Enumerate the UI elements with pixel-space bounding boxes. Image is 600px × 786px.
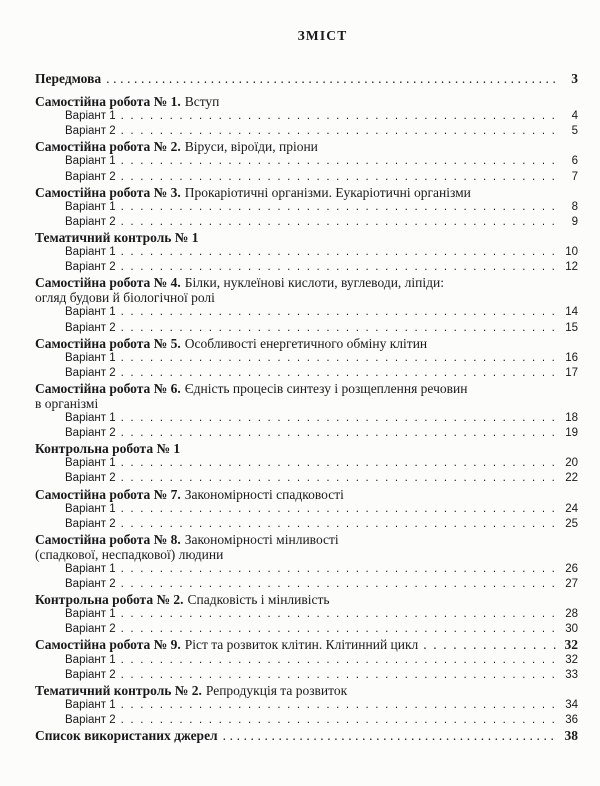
toc-variant-label: Варіант 2 bbox=[65, 668, 116, 681]
page-number: 36 bbox=[565, 713, 578, 726]
dot-leader bbox=[101, 71, 557, 86]
toc-heading-title: Закономірності спадковості bbox=[184, 486, 344, 502]
page-number: 12 bbox=[565, 261, 578, 274]
toc-variant-row bbox=[35, 562, 578, 577]
dot-leader bbox=[116, 698, 557, 713]
toc-heading-row bbox=[35, 592, 578, 607]
dot-leader bbox=[116, 366, 557, 381]
toc-variant-row bbox=[35, 698, 578, 713]
page-number: 30 bbox=[565, 623, 578, 636]
toc-heading-label: Тематичний контроль № 1 bbox=[35, 229, 199, 245]
toc-heading-row bbox=[35, 683, 578, 698]
toc-variant-row bbox=[35, 109, 578, 124]
dot-leader bbox=[116, 502, 557, 517]
toc-heading-title: Репродукція та розвиток bbox=[205, 682, 348, 698]
toc-heading-title: Ріст та розвиток клітин. Клітинний цикл bbox=[184, 637, 419, 653]
toc-heading-row bbox=[35, 441, 578, 456]
toc-variant-label: Варіант 2 bbox=[65, 713, 116, 726]
toc-heading-label: Самостійна робота № 7. bbox=[35, 486, 181, 502]
toc-heading-row bbox=[35, 637, 578, 652]
toc-variant-label: Варіант 2 bbox=[65, 623, 116, 636]
page-number: 25 bbox=[565, 517, 578, 530]
dot-leader bbox=[116, 607, 557, 622]
toc-heading-label: Самостійна робота № 3. bbox=[35, 184, 181, 200]
dot-leader bbox=[116, 562, 557, 577]
toc-list bbox=[35, 71, 578, 743]
toc-variant-row bbox=[35, 426, 578, 441]
dot-leader bbox=[116, 321, 557, 336]
toc-variant-label: Варіант 1 bbox=[65, 306, 116, 319]
toc-heading-label: Самостійна робота № 2. bbox=[35, 139, 181, 155]
dot-leader bbox=[116, 577, 557, 592]
dot-leader bbox=[116, 109, 557, 124]
toc-variant-label: Варіант 2 bbox=[65, 427, 116, 440]
toc-variant-label: Варіант 1 bbox=[65, 412, 116, 425]
dot-leader bbox=[116, 653, 557, 668]
toc-variant-row bbox=[35, 366, 578, 381]
page-number: 17 bbox=[565, 366, 578, 379]
dot-leader bbox=[116, 305, 557, 320]
dot-leader bbox=[116, 411, 557, 426]
toc-variant-label: Варіант 2 bbox=[65, 321, 116, 334]
toc-variant-label: Варіант 1 bbox=[65, 351, 116, 364]
toc-heading-title: Віруси, віроїди, пріони bbox=[184, 139, 318, 155]
page-number: 8 bbox=[571, 200, 578, 213]
toc-heading-label: Самостійна робота № 4. bbox=[35, 275, 181, 291]
toc-variant-row bbox=[35, 305, 578, 320]
toc-variant-label: Варіант 2 bbox=[65, 261, 116, 274]
toc-variant-label: Варіант 1 bbox=[65, 563, 116, 575]
toc-variant-row bbox=[35, 200, 578, 215]
toc-variant-label: Варіант 2 bbox=[65, 472, 116, 485]
toc-variant-label: Варіант 2 bbox=[65, 578, 116, 591]
toc-variant-row bbox=[35, 713, 578, 728]
dot-leader bbox=[218, 728, 557, 743]
page-number: 20 bbox=[565, 457, 578, 470]
toc-heading-label: Контрольна робота № 1 bbox=[35, 441, 181, 457]
toc-heading-title: Спадковість і мінливість bbox=[187, 592, 330, 608]
toc-heading-row bbox=[35, 487, 578, 502]
page-number: 27 bbox=[565, 578, 578, 591]
toc-variant-label: Варіант 1 bbox=[65, 457, 116, 470]
toc-heading-label: Самостійна робота № 8. bbox=[35, 531, 181, 547]
toc-variant-label: Варіант 1 bbox=[65, 246, 116, 259]
toc-variant-row bbox=[35, 517, 578, 532]
dot-leader bbox=[116, 260, 557, 275]
toc-heading-label: Самостійна робота № 6. bbox=[35, 380, 181, 396]
page-number: 5 bbox=[571, 125, 578, 138]
toc-variant-row bbox=[35, 653, 578, 668]
toc-variant-row bbox=[35, 622, 578, 637]
toc-heading-row bbox=[35, 139, 578, 154]
toc-variant-row bbox=[35, 607, 578, 622]
toc-variant-row bbox=[35, 502, 578, 517]
toc-heading-row bbox=[35, 230, 578, 245]
toc-heading-row bbox=[35, 381, 578, 396]
toc-variant-row bbox=[35, 577, 578, 592]
toc-heading-label: Самостійна робота № 1. bbox=[35, 94, 181, 110]
toc-heading-row bbox=[35, 185, 578, 200]
toc-heading-row bbox=[35, 532, 578, 547]
dot-leader bbox=[116, 124, 557, 139]
toc-variant-label: Варіант 2 bbox=[65, 215, 116, 228]
toc-continuation-line: огляд будови й біологічної ролі bbox=[35, 290, 215, 306]
page-number: 4 bbox=[571, 110, 578, 123]
toc-heading-row bbox=[35, 275, 578, 290]
toc-variant-row bbox=[35, 321, 578, 336]
toc-heading-row bbox=[35, 728, 578, 743]
page-number: 7 bbox=[571, 170, 578, 183]
page-number: 34 bbox=[565, 698, 578, 711]
toc-heading-row bbox=[35, 336, 578, 351]
toc-variant-row bbox=[35, 411, 578, 426]
toc-variant-row bbox=[35, 215, 578, 230]
page-number: 10 bbox=[565, 246, 578, 259]
page-number: 38 bbox=[564, 728, 578, 744]
toc-heading-label: Самостійна робота № 9. bbox=[35, 637, 181, 653]
page-number: 33 bbox=[565, 668, 578, 681]
dot-leader bbox=[116, 517, 557, 532]
toc-heading-title: Особливості енергетичного обміну клітин bbox=[184, 335, 428, 351]
page-number: 28 bbox=[565, 608, 578, 621]
page-number: 32 bbox=[565, 653, 578, 666]
dot-leader bbox=[116, 622, 557, 637]
page-number: 22 bbox=[565, 472, 578, 485]
page-number: 32 bbox=[564, 637, 578, 653]
dot-leader bbox=[116, 200, 557, 215]
dot-leader bbox=[116, 668, 557, 683]
toc-variant-row bbox=[35, 260, 578, 275]
toc-heading-title: Прокаріотичні організми. Еукаріотичні організми bbox=[184, 184, 471, 200]
toc-heading-title: Вступ bbox=[184, 94, 220, 110]
toc-heading-label: Самостійна робота № 5. bbox=[35, 335, 181, 351]
page-title: ЗМІСТ bbox=[297, 28, 348, 43]
toc-variant-row bbox=[35, 124, 578, 139]
page-number: 6 bbox=[571, 155, 578, 168]
toc-variant-row bbox=[35, 245, 578, 260]
toc-heading-title: Єдність процесів синтезу і розщеплення речовин bbox=[184, 380, 468, 396]
page-number: 26 bbox=[565, 563, 578, 575]
toc-heading-label: Тематичний контроль № 2. bbox=[35, 682, 202, 698]
page-number: 15 bbox=[565, 321, 578, 334]
toc-variant-label: Варіант 1 bbox=[65, 653, 116, 666]
page-number: 24 bbox=[565, 502, 578, 515]
dot-leader bbox=[116, 154, 557, 169]
toc-variant-label: Варіант 1 bbox=[65, 110, 116, 123]
toc-variant-label: Варіант 1 bbox=[65, 200, 116, 213]
toc-heading-title: Закономірності мінливості bbox=[184, 531, 339, 547]
toc-variant-label: Варіант 1 bbox=[65, 502, 116, 515]
dot-leader bbox=[418, 637, 557, 652]
toc-variant-label: Варіант 1 bbox=[65, 155, 116, 168]
toc-heading-row bbox=[35, 71, 578, 86]
toc-variant-row bbox=[35, 456, 578, 471]
toc-variant-label: Варіант 2 bbox=[65, 517, 116, 530]
toc-variant-label: Варіант 2 bbox=[65, 170, 116, 183]
dot-leader bbox=[116, 170, 557, 185]
toc-variant-row bbox=[35, 170, 578, 185]
toc-heading-label: Передмова bbox=[35, 71, 102, 86]
page-number: 9 bbox=[571, 215, 578, 228]
page-number: 16 bbox=[565, 351, 578, 364]
page-number: 19 bbox=[565, 427, 578, 440]
page-number: 18 bbox=[565, 412, 578, 425]
dot-leader bbox=[116, 426, 557, 441]
dot-leader bbox=[116, 245, 557, 260]
page-number: 14 bbox=[565, 306, 578, 319]
dot-leader bbox=[116, 713, 557, 728]
dot-leader bbox=[116, 471, 557, 486]
toc-variant-row bbox=[35, 668, 578, 683]
toc-variant-label: Варіант 1 bbox=[65, 608, 116, 621]
dot-leader bbox=[116, 351, 557, 366]
toc-variant-row bbox=[35, 351, 578, 366]
toc-continuation-line: в організмі bbox=[35, 395, 99, 411]
dot-leader bbox=[116, 456, 557, 471]
toc-variant-label: Варіант 2 bbox=[65, 366, 116, 379]
toc-heading-title: Білки, нуклеїнові кислоти, вуглеводи, ліпіди: bbox=[184, 275, 444, 291]
page-number: 3 bbox=[571, 71, 578, 86]
toc-variant-row bbox=[35, 154, 578, 169]
toc-heading-row bbox=[35, 94, 578, 109]
toc-variant-label: Варіант 2 bbox=[65, 125, 116, 138]
toc-continuation-line: (спадкової, неспадкової) людини bbox=[35, 546, 224, 562]
toc-variant-label: Варіант 1 bbox=[65, 698, 116, 711]
toc-heading-label: Контрольна робота № 2. bbox=[35, 592, 184, 608]
toc-variant-row bbox=[35, 471, 578, 486]
toc-heading-label: Список використаних джерел bbox=[35, 728, 218, 744]
dot-leader bbox=[116, 215, 557, 230]
